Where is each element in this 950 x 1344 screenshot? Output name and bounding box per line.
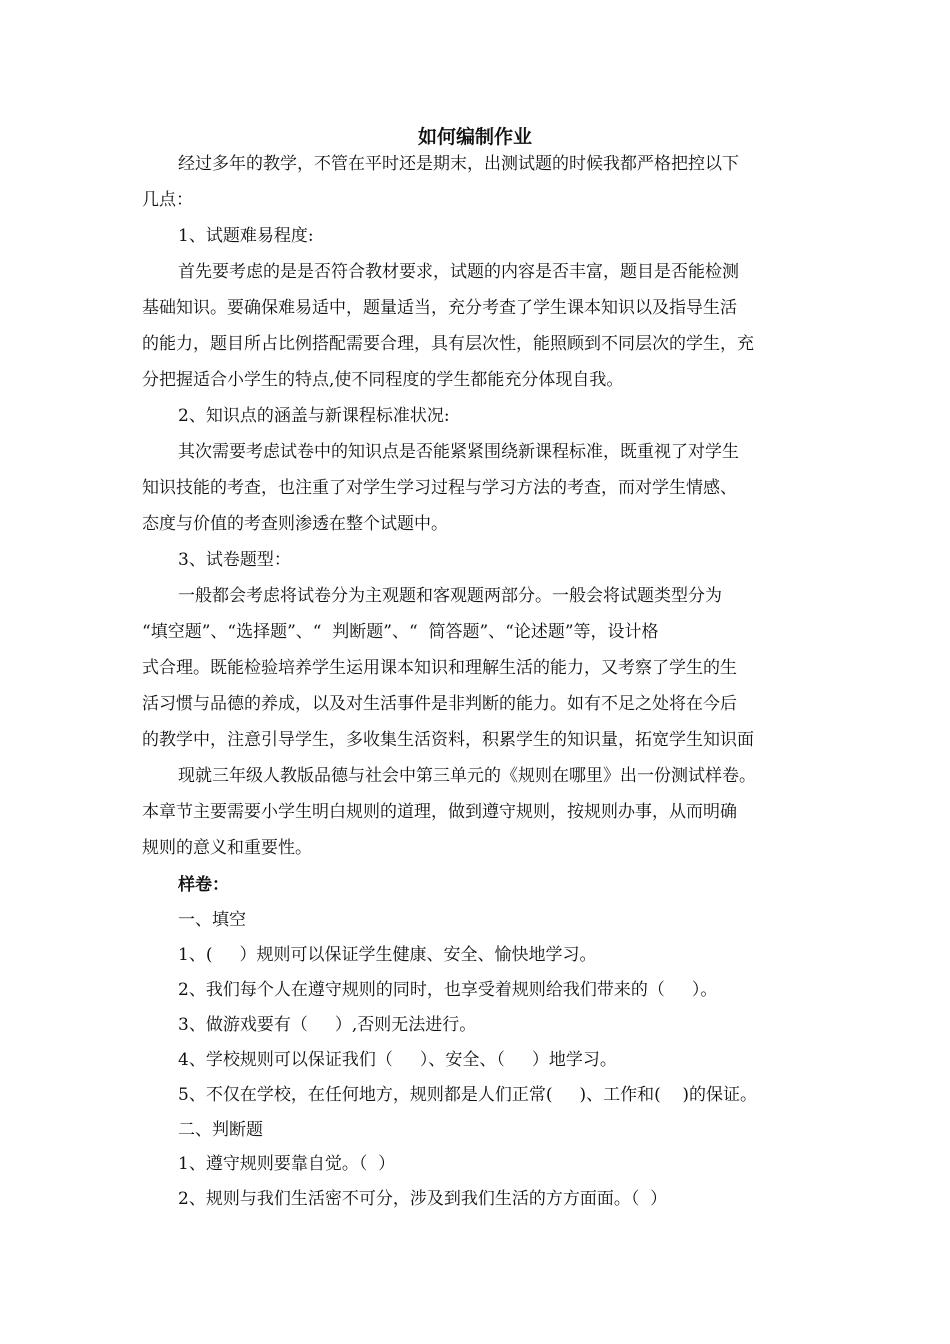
question-item: 1、( ）规则可以保证学生健康、安全、愉快地学习。 bbox=[178, 945, 597, 965]
question-item: 2、规则与我们生活密不可分，涉及到我们生活的方方面面。（ ） bbox=[178, 1189, 668, 1209]
question-item: 4、学校规则可以保证我们（ ）、安全、（ ）地学习。 bbox=[178, 1050, 617, 1070]
paragraph-line: 一般都会考虑将试卷分为主观题和客观题两部分。一般会将试题类型分为 bbox=[178, 586, 722, 606]
paragraph-line: 活习惯与品德的养成，以及对生活事件是非判断的能力。如有不足之处将在今后 bbox=[142, 694, 737, 714]
paragraph-line: 的能力，题目所占比例搭配需要合理，具有层次性，能照顾到不同层次的学生，充 bbox=[142, 334, 754, 354]
section-heading-1: 1、试题难易程度: bbox=[178, 226, 314, 246]
paragraph-line: “填空题”、“选择题”、“ 判断题”、“ 简答题”、“论述题”等，设计格 bbox=[142, 622, 659, 642]
paragraph-line: 现就三年级人教版品德与社会中第三单元的《规则在哪里》出一份测试样卷。 bbox=[178, 766, 756, 786]
paragraph-line: 态度与价值的考查则渗透在整个试题中。 bbox=[142, 514, 448, 534]
intro-line-1: 经过多年的教学，不管在平时还是期末，出测试题的时候我都严格把控以下 bbox=[178, 154, 739, 174]
question-item: 5、不仅在学校，在任何地方，规则都是人们正常( )、工作和( )的保证。 bbox=[178, 1085, 757, 1105]
paragraph-line: 基础知识。要确保难易适中，题量适当，充分考查了学生课本知识以及指导生活 bbox=[142, 298, 737, 318]
section-heading-3: 3、试卷题型： bbox=[178, 550, 291, 570]
paragraph-line: 知识技能的考查，也注重了对学生学习过程与学习方法的考查，而对学生情感、 bbox=[142, 478, 737, 498]
question-item: 1、遵守规则要靠自觉。（ ） bbox=[178, 1154, 396, 1174]
section-heading-2: 2、知识点的涵盖与新课程标准状况: bbox=[178, 406, 450, 426]
paragraph-line: 本章节主要需要小学生明白规则的道理，做到遵守规则，按规则办事，从而明确 bbox=[142, 802, 737, 822]
paragraph-line: 其次需要考虑试卷中的知识点是否能紧紧围绕新课程标准，既重视了对学生 bbox=[178, 442, 739, 462]
sample-heading: 样卷： bbox=[178, 875, 229, 895]
true-false-heading: 二、判断题 bbox=[178, 1120, 263, 1140]
paragraph-line: 的教学中，注意引导学生，多收集生活资料，积累学生的知识量，拓宽学生知识面 bbox=[142, 730, 754, 750]
paragraph-line: 首先要考虑的是是否符合教材要求，试题的内容是否丰富，题目是否能检测 bbox=[178, 262, 739, 282]
paragraph-line: 规则的意义和重要性。 bbox=[142, 838, 312, 858]
question-item: 3、做游戏要有（ ）,否则无法进行。 bbox=[178, 1015, 477, 1035]
page-title: 如何编制作业 bbox=[417, 126, 532, 148]
question-item: 2、我们每个人在遵守规则的同时，也享受着规则给我们带来的（ ）。 bbox=[178, 980, 718, 1000]
paragraph-line: 式合理。既能检验培养学生运用课本知识和理解生活的能力，又考察了学生的生 bbox=[142, 658, 737, 678]
intro-line-2: 几点： bbox=[142, 190, 193, 210]
paragraph-line: 分把握适合小学生的特点,使不同程度的学生都能充分体现自我。 bbox=[142, 370, 624, 390]
fill-blank-heading: 一、填空 bbox=[178, 910, 246, 930]
